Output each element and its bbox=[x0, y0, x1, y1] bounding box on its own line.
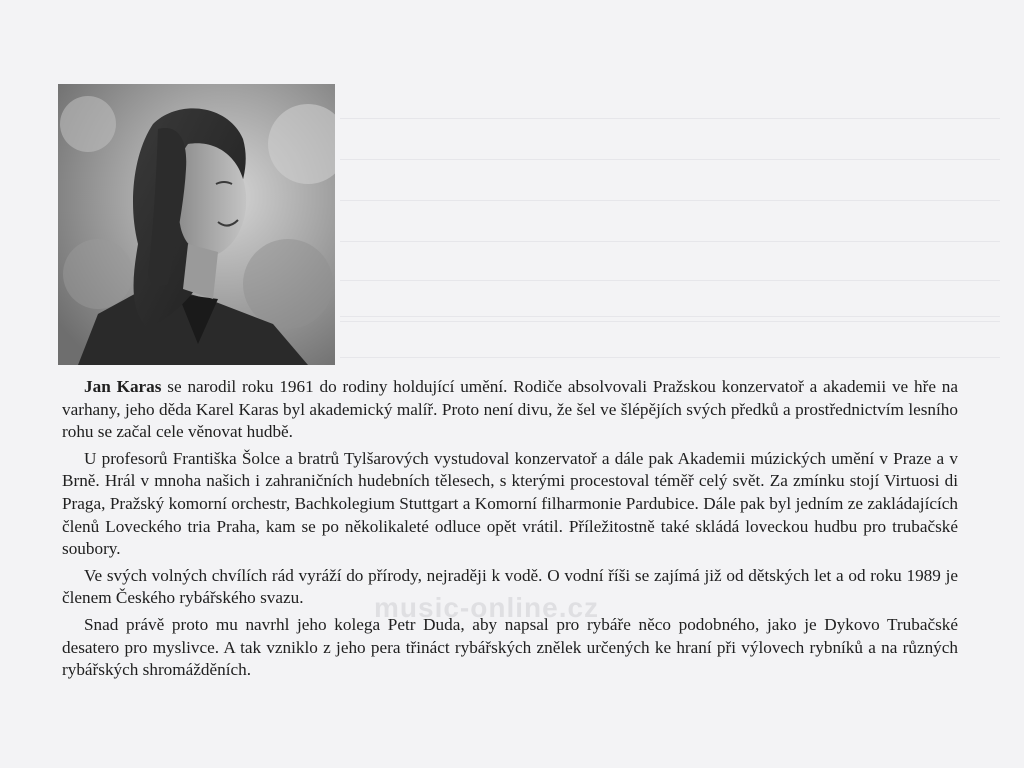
bio-paragraph bbox=[62, 376, 958, 444]
portrait-photo-icon bbox=[58, 84, 335, 365]
ghost-staff bbox=[340, 118, 1000, 160]
biography-text bbox=[62, 376, 958, 682]
bio-paragraph: Ve svých volných chvílích rád vyráží do přírody, nejraději k vodě. O vodní říši se zajímá již od dětských let a od roku 1989 je členem Českého rybářského svazu. bbox=[62, 565, 958, 608]
author-name: Jan Karas bbox=[84, 377, 162, 396]
ghost-staff bbox=[340, 280, 1000, 322]
bio-paragraph-text: se narodil roku 1961 do rodiny holdující umění. Rodiče absolvovali Pražskou konzervatoř a akademii ve hře na varhany, jeho děda Karel Karas byl akademický malíř. Proto není divu, že šel ve šlépějích svých předků a prostřednictvím lesního rohu se začal cele věnovat hudbě. bbox=[62, 377, 959, 442]
bio-paragraph: U profesorů Františka Šolce a bratrů Tylšarových vystudoval konzervatoř a dále pak Akademii múzických umění v Praze a v Brně. Hrál v mnoha našich i zahraničních hudebních tělesech, s kterými procestoval téměř celý svět. Za zmínku stojí Virtuosi di Praga, Pražský komorní orchestr, Bachkolegium Stuttgart a Komorní filharmonie Pardubice. Dále pak byl jedním ze zakládajících členů Loveckého tria Praha, kam se po několikaleté odluce opět vrátil. Příležitostně také skládá loveckou hudbu pro trubačské soubory. bbox=[62, 448, 958, 559]
ghost-staff bbox=[340, 316, 1000, 358]
watermark: music-online.cz bbox=[374, 592, 600, 623]
ghost-staff bbox=[340, 200, 1000, 242]
bio-paragraph: Snad právě proto mu navrhl jeho kolega Petr Duda, aby napsal pro rybáře něco podobného, jako je Dykovo Trubačské desatero pro myslivce. A tak vzniklo z jeho pera třináct rybářských znělek určených ke hraní při výlovech rybníků a na různých rybářských shromážděních. bbox=[62, 614, 958, 680]
